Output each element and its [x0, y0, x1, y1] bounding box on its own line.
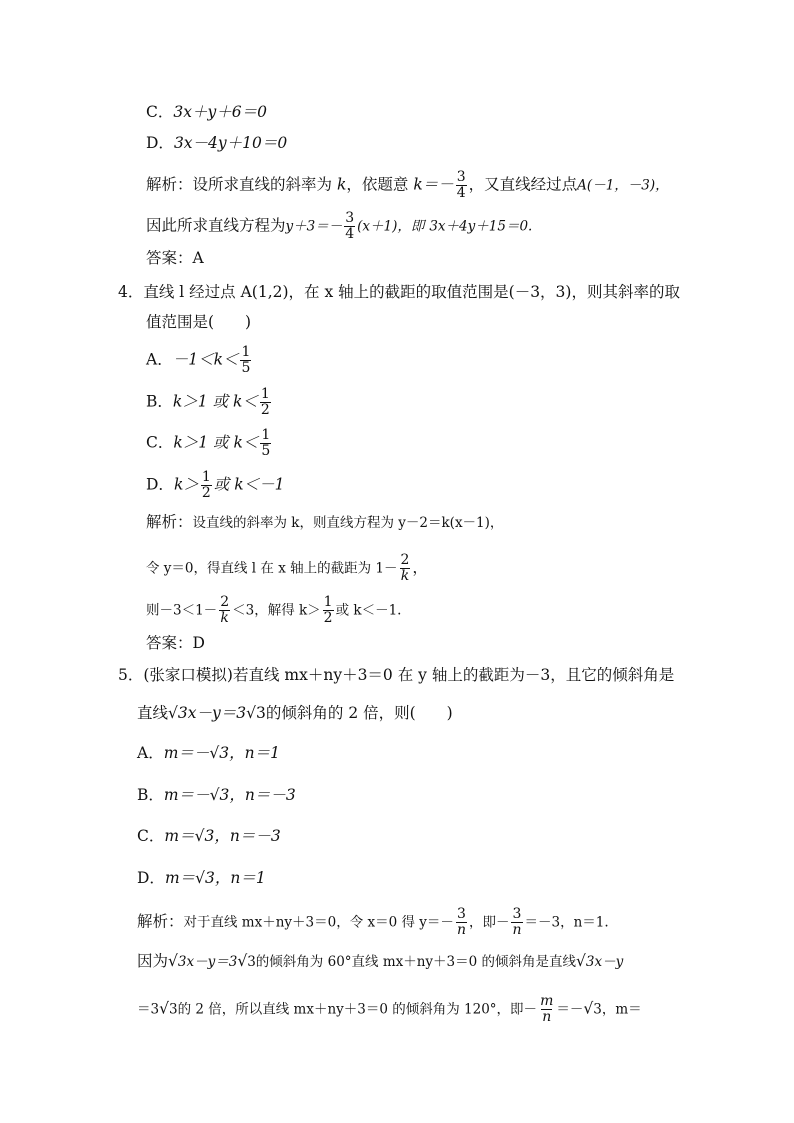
option-c-q5: C．m＝√3，n＝－3	[137, 827, 281, 845]
solution-q5-line2: 因为√3x－y＝3√3的倾斜角为 60°直线 mx＋ny＋3＝0 的倾斜角是直线√3x－y	[137, 952, 624, 970]
solution-q5-line1: 解析：对于直线 mx＋ny＋3＝0，令 x＝0 得 y＝－ $\frac{3}{n}$ ，即－ $\frac{3}{n}$ ＝－3，n＝1.	[137, 906, 609, 938]
fraction: $\frac{3}{4}$	[345, 210, 355, 242]
question-4-line2: 值范围是( )	[146, 313, 252, 331]
solution-q3-line1: 解析：设所求直线的斜率为 k，依题意 k＝－ $\frac{3}{4}$ ，又直线经过点A(－1，－3)，	[146, 169, 669, 201]
answer-q3: 答案：A	[146, 249, 204, 267]
option-c-q3: C．3x＋y＋6＝0	[146, 103, 267, 121]
option-b-q4: B．k＞1 或 k＜ $\frac{1}{2}$	[146, 386, 270, 418]
option-a-q5: A．m＝－√3，n＝1	[137, 744, 281, 762]
option-d-q5: D．m＝√3，n＝1	[137, 869, 266, 887]
option-d-q4: D．k＞ $\frac{1}{2}$ 或 k＜－1	[146, 469, 285, 501]
option-a-q4: A．－1＜k＜ $\frac{1}{5}$	[146, 344, 251, 376]
fraction: $\frac{1}{5}$	[241, 344, 251, 376]
solution-q4-line2: 令 y＝0，得直线 l 在 x 轴上的截距为 1－ $\frac{2}{k}$ ，	[146, 552, 428, 584]
question-5-line1: 5．(张家口模拟)若直线 mx＋ny＋3＝0 在 y 轴上的截距为－3，且它的倾斜角是	[118, 666, 675, 684]
fraction: $\frac{3}{4}$	[456, 169, 466, 201]
fraction: $\frac{1}{2}$	[201, 469, 211, 501]
fraction: $\frac{1}{2}$	[323, 594, 333, 626]
option-d-q3: D．3x－4y＋10＝0	[146, 134, 288, 152]
solution-q4-line1: 解析：设直线的斜率为 k，则直线方程为 y－2＝k(x－1)，	[146, 513, 504, 531]
fraction: $\frac{m}{n}$	[540, 993, 554, 1025]
fraction: $\frac{2}{k}$	[400, 552, 410, 584]
fraction: $\frac{3}{n}$	[512, 906, 522, 938]
fraction: $\frac{1}{2}$	[260, 386, 270, 418]
question-4-line1: 4．直线 l 经过点 A(1,2)，在 x 轴上的截距的取值范围是(－3，3)，则其斜率的取	[118, 283, 680, 301]
option-c-q4: C．k＞1 或 k＜ $\frac{1}{5}$	[146, 427, 271, 459]
option-b-q5: B．m＝－√3，n＝－3	[137, 786, 296, 804]
fraction: $\frac{1}{5}$	[261, 427, 271, 459]
solution-q4-line3: 则－3＜1－ $\frac{2}{k}$ ＜3，解得 k＞ $\frac{1}{2}$ 或 k＜－1.	[146, 594, 402, 626]
question-5-line2: 直线√3x－y＝3√3的倾斜角的 2 倍，则( )	[137, 704, 453, 722]
solution-q5-line3: ＝3√3的 2 倍，所以直线 mx＋ny＋3＝0 的倾斜角为 120°，即－ $\frac{m}{n}$ ＝－√3，m＝	[137, 993, 642, 1025]
fraction: $\frac{2}{k}$	[220, 594, 230, 626]
solution-q3-line2: 因此所求直线方程为y＋3＝－ $\frac{3}{4}$ (x＋1)，即 3x＋4y＋15＝0.	[146, 210, 533, 242]
answer-q4: 答案：D	[146, 634, 205, 652]
fraction: $\frac{3}{n}$	[456, 906, 466, 938]
